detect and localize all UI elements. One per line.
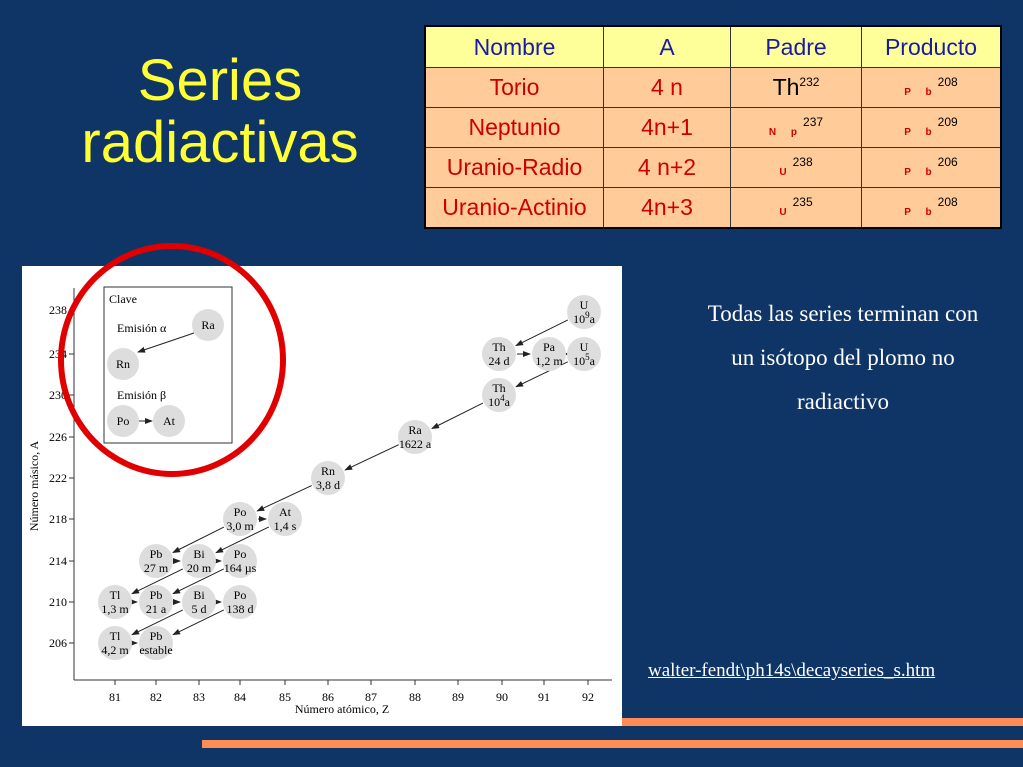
table-row [425,108,1001,148]
nuclide-node [223,544,257,578]
producto-mass: 208 [937,195,958,209]
cell-producto [862,68,1002,108]
nuclide-symbol: Bi [193,547,205,561]
cell-producto [862,188,1002,229]
cell-padre [731,108,862,148]
nuclide-symbol: Rn [320,464,336,478]
nuclide-symbol: U [579,340,589,354]
accent-bar-bottom [202,740,1023,748]
y-tick-label: 218 [49,512,67,526]
nuclide-halflife: 5 d [191,602,207,616]
nuclide-symbol: Th [492,381,506,395]
nuclide-node [311,461,345,495]
nuclide-node [139,626,173,660]
producto-symbol: P b [904,207,938,218]
y-axis-label: Número másico, A [27,440,41,532]
nuclide-symbol: Pb [149,588,163,602]
x-tick-label: 90 [496,690,508,704]
nuclide-halflife: 1622 a [398,437,432,451]
x-tick-label: 82 [150,690,162,704]
y-tick-label: 214 [49,554,67,568]
nuclide-halflife: estable [139,643,173,657]
highlight-circle [58,243,286,477]
cell-nombre: Uranio-Radio [425,148,604,188]
key-title: Clave [109,292,137,306]
y-tick-label: 222 [49,471,67,485]
nuclide-symbol: Pb [149,547,163,561]
padre-symbol: U [779,207,793,218]
nuclide-halflife: 1,3 m [101,602,129,616]
note-line-3: radiactivo [797,389,889,414]
padre-symbol: Th [772,74,800,100]
nuclide-symbol: Po [233,588,247,602]
padre-mass: 232 [799,75,820,89]
x-tick-label: 89 [452,690,464,704]
nuclide-symbol: Th [492,340,506,354]
nuclide-halflife: $10^4a$ [488,393,510,409]
title-line-1: Series [137,48,303,113]
header-padre: Padre [731,26,862,68]
nuclide-symbol: Pb [149,629,163,643]
table-row [425,68,1001,108]
cell-a: 4 n+2 [604,148,731,188]
y-tick-label: 230 [49,388,67,402]
x-tick-label: 86 [322,690,334,704]
nuclide-symbol: U [579,298,589,312]
padre-mass: 235 [792,195,813,209]
accent-bar-top [622,718,1023,726]
cell-padre [731,188,862,229]
key-alpha-from: Ra [201,318,215,332]
title-line-2: radiactivas [81,110,359,175]
nuclide-halflife: 3,0 m [226,519,254,533]
nuclide-node [182,544,216,578]
nuclide-node [532,337,566,371]
nuclide-halflife: 27 m [143,561,169,575]
producto-mass: 208 [937,75,958,89]
nuclide-node [98,585,132,619]
nuclide-symbol: Po [233,547,247,561]
nuclide-halflife: $10^5a$ [573,352,595,368]
y-tick-label: 210 [49,595,67,609]
nuclide-node [139,544,173,578]
nuclide-node [398,420,432,454]
x-tick-label: 87 [365,690,377,704]
nuclide-halflife: 164 µs [223,561,257,575]
header-a: A [604,26,731,68]
nuclide-node [567,295,601,329]
y-tick-label: 238 [49,303,67,317]
nuclide-halflife: 1,2 m [535,354,563,368]
nuclide-node [567,337,601,371]
nuclide-symbol: At [279,505,291,519]
cell-padre [731,148,862,188]
nuclide-halflife: $10^9a$ [573,310,595,326]
x-tick-label: 92 [582,690,594,704]
nuclide-symbol: Pa [543,340,555,354]
padre-mass: 237 [803,115,824,129]
cell-nombre: Neptunio [425,108,604,148]
producto-symbol: P b [904,127,938,138]
nuclide-node [223,585,257,619]
nuclide-symbol: Tl [109,588,121,602]
table-row [425,188,1001,229]
nuclide-halflife: 138 d [226,602,254,616]
nuclide-node [98,626,132,660]
cell-producto [862,148,1002,188]
header-nombre: Nombre [425,26,604,68]
cell-padre [731,68,862,108]
series-table [424,25,1002,229]
cell-a: 4n+3 [604,188,731,229]
table-header-row [425,26,1001,68]
x-axis-label: Número atómico, Z [294,702,390,716]
nuclide-symbol: Ra [408,423,422,437]
key-beta-from: Po [116,414,130,428]
nuclide-node [482,337,516,371]
nuclide-halflife: 3,8 d [316,478,340,492]
table-row [425,148,1001,188]
cell-a: 4 n [604,68,731,108]
cell-nombre: Uranio-Actinio [425,188,604,229]
nuclide-node [482,378,516,412]
x-tick-label: 84 [234,690,246,704]
key-alpha-label: Emisión α [117,321,167,335]
nuclide-node [268,502,302,536]
y-tick-label: 226 [49,430,67,444]
y-tick-label: 206 [49,636,67,650]
padre-mass: 238 [792,155,813,169]
note-line-1: Todas las series terminan con [707,301,979,326]
alpha-decay-arrow [345,445,399,470]
key-beta-label: Emisión β [117,388,167,402]
x-tick-label: 83 [193,690,205,704]
producto-mass: 209 [937,115,958,129]
x-tick-label: 91 [538,690,550,704]
nuclide-halflife: 24 d [488,354,510,368]
cell-nombre: Torio [425,68,604,108]
key-alpha-to: Rn [115,357,131,371]
note-text [668,292,1018,424]
nuclide-halflife: 20 m [186,561,212,575]
cell-producto [862,108,1002,148]
nuclide-symbol: Tl [109,629,121,643]
nuclide-halflife: 1,4 s [273,519,297,533]
cell-a: 4n+1 [604,108,731,148]
padre-symbol: N p [768,127,804,138]
nuclide-halflife: 4,2 m [101,643,129,657]
producto-symbol: P b [904,167,938,178]
producto-symbol: P b [904,87,938,98]
note-line-2: un isótopo del plomo no [731,345,955,370]
nuclide-symbol: Bi [193,588,205,602]
x-tick-label: 88 [409,690,421,704]
header-producto: Producto [862,26,1002,68]
y-tick-label: 234 [49,347,67,361]
nuclide-node [223,502,257,536]
slide-title [30,50,410,174]
nuclide-node [139,585,173,619]
alpha-decay-arrow [432,403,483,428]
nuclide-symbol: Po [233,505,247,519]
key-beta-to: At [163,414,175,428]
decay-series-link[interactable]: walter-fendt\ph14s\decayseries_s.htm [648,660,936,681]
nuclide-node [182,585,216,619]
x-tick-label: 85 [279,690,291,704]
x-tick-label: 81 [109,690,121,704]
padre-symbol: U [779,167,793,178]
nuclide-halflife: 21 a [145,602,167,616]
producto-mass: 206 [937,155,958,169]
